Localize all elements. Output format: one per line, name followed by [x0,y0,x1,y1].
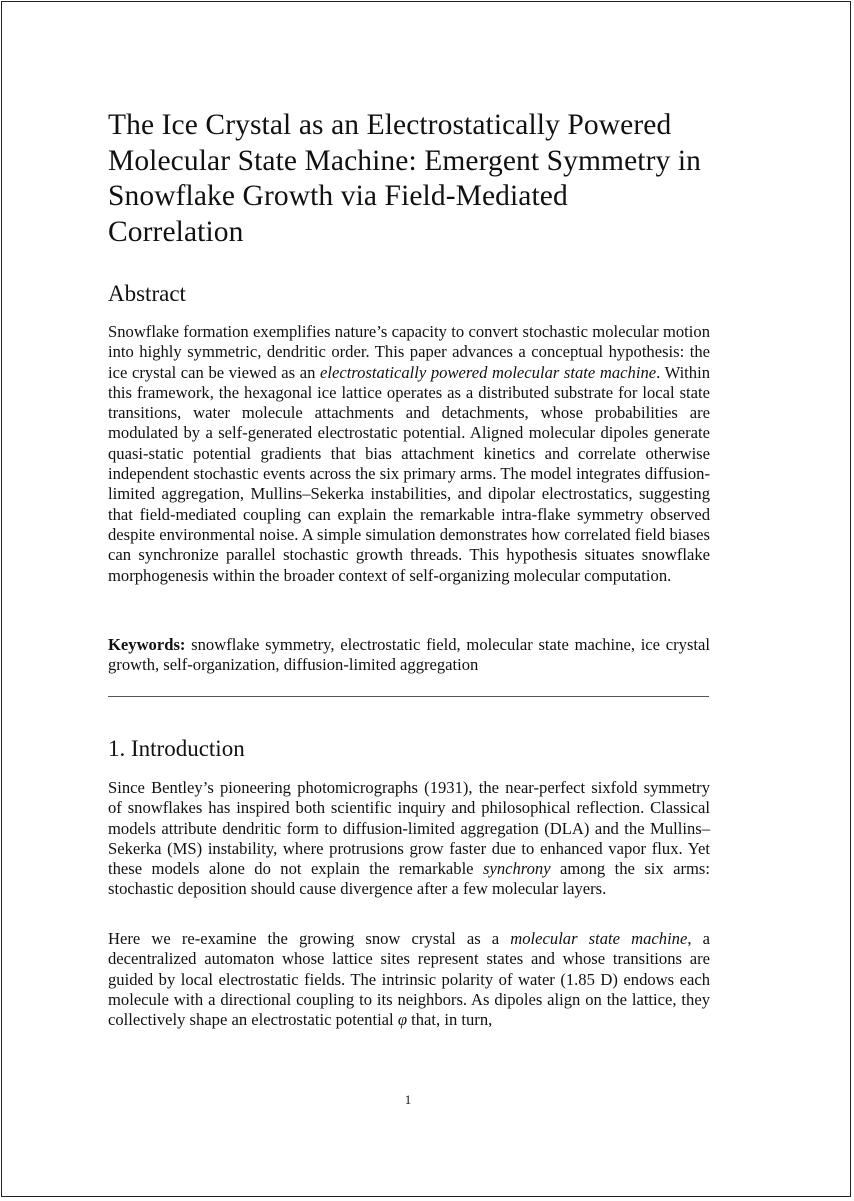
intro-text-part: , a decentralized automaton whose lattice sites represent states and whose transitions are guided by local electrostatic fields. The intrinsic polarity of water (1.85 D) endows each molecule with a directional coupling to its neighbors. As dipoles align on the lattice, they collectively shape an electrostatic potential [108,929,710,1030]
introduction-paragraph-1 [108,778,710,900]
abstract-heading: Abstract [108,281,186,306]
introduction-paragraph-2 [108,929,710,1030]
paper-page [1,1,851,1197]
abstract-text-part: . Within this framework, the hexagonal ice lattice operates as a distributed substrate for local state transitions, water molecule attachments and detachments, whose probabilities are modulated by a self-generated electrostatic potential. Aligned molecular dipoles generate quasi-static potential gradients that bias attachment kinetics and correlate otherwise independent stochastic events across the six primary arms. The model integrates diffusion-limited aggregation, Mullins–Sekerka instabilities, and dipolar electrostatics, suggesting that field-mediated coupling can explain the remarkable intra-flake symmetry observed despite environmental noise. A simple simulation demonstrates how correlated field biases can synchronize parallel stochastic growth threads. This hypothesis situates snowflake morphogenesis within the broader context of self-organizing molecular computation. [108,362,710,585]
abstract-text-part: Snowflake formation exemplifies nature’s capacity to convert stochastic molecular motion into highly symmetric, dendritic order. This paper advances a conceptual hypothesis: the ice crystal can be viewed as an [108,322,710,382]
intro-text-part: among the six arms: stochastic deposition should cause divergence after a few molecular layers. [108,859,711,899]
introduction-heading: 1. Introduction [108,736,245,761]
abstract-emphasis: electrostatically powered molecular state machine [319,362,657,382]
intro-text-part: Since Bentley’s pioneering photomicrographs (1931), the near-perfect sixfold symmetry of snowflakes has inspired both scientific inquiry and philosophical reflection. Classical models attribute dendritic form to diffusion-limited aggregation (DLA) and the Mullins–Sekerka (MS) instability, where protrusions grow faster due to enhanced vapor flux. Yet these models alone do not explain the remarkable [108,778,710,879]
keywords [108,635,710,676]
intro-text-part: that, in turn, [407,1010,493,1030]
keywords-label: Keywords: [108,635,186,654]
keywords-list: snowflake symmetry, electrostatic field, molecular state machine, ice crystal growth, self-organization, diffusion-limited aggregation [108,635,710,675]
phi-symbol: φ [397,1010,407,1030]
intro-text-part: Here we re-examine the growing snow crystal as a [108,929,511,948]
abstract-text [108,322,710,586]
paper-title: The Ice Crystal as an Electrostatically Powered Molecular State Machine: Emergent Symmetry in Snowflake Growth via Field-Mediated Correlation [108,109,701,248]
intro-emphasis: molecular state machine [510,929,688,948]
page-number: 1 [404,1092,412,1107]
section-divider [108,696,709,697]
intro-emphasis: synchrony [483,859,551,879]
